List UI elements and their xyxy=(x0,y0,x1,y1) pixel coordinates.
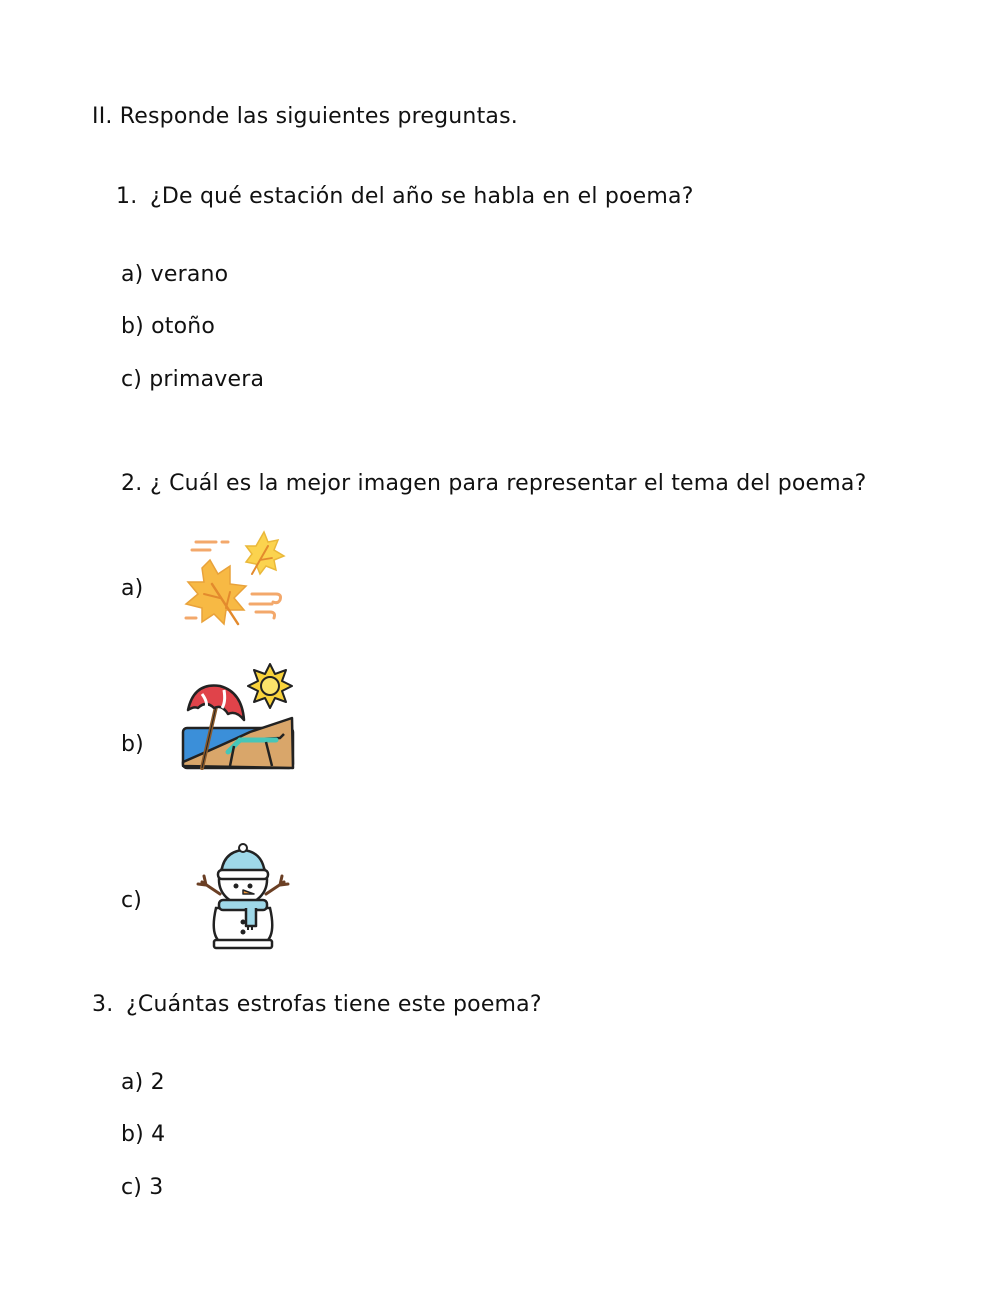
question-2-text: ¿ Cuál es la mejor imagen para representar el tema del poema? xyxy=(150,471,867,496)
question-1-number: 1. xyxy=(116,184,138,209)
question-1-option-a[interactable]: a) verano xyxy=(121,262,229,287)
question-2-option-b-label[interactable]: b) xyxy=(121,732,144,757)
snowman-icon[interactable] xyxy=(194,842,292,950)
question-3-option-a[interactable]: a) 2 xyxy=(121,1070,165,1095)
section-title: II. Responde las siguientes preguntas. xyxy=(92,104,518,129)
question-3-option-b[interactable]: b) 4 xyxy=(121,1122,166,1147)
question-1-option-b[interactable]: b) otoño xyxy=(121,314,216,339)
question-1-option-c[interactable]: c) primavera xyxy=(121,367,265,392)
autumn-leaves-icon[interactable] xyxy=(180,528,288,630)
question-2-option-c-label[interactable]: c) xyxy=(121,888,143,913)
question-2-number: 2. xyxy=(121,471,143,496)
question-1-text: ¿De qué estación del año se habla en el poema? xyxy=(150,184,694,209)
beach-umbrella-sun-icon[interactable] xyxy=(180,662,296,772)
question-2-option-a-label[interactable]: a) xyxy=(121,576,144,601)
question-3-number: 3. xyxy=(92,992,114,1017)
question-3-option-c[interactable]: c) 3 xyxy=(121,1175,164,1200)
question-3-text: ¿Cuántas estrofas tiene este poema? xyxy=(126,992,542,1017)
